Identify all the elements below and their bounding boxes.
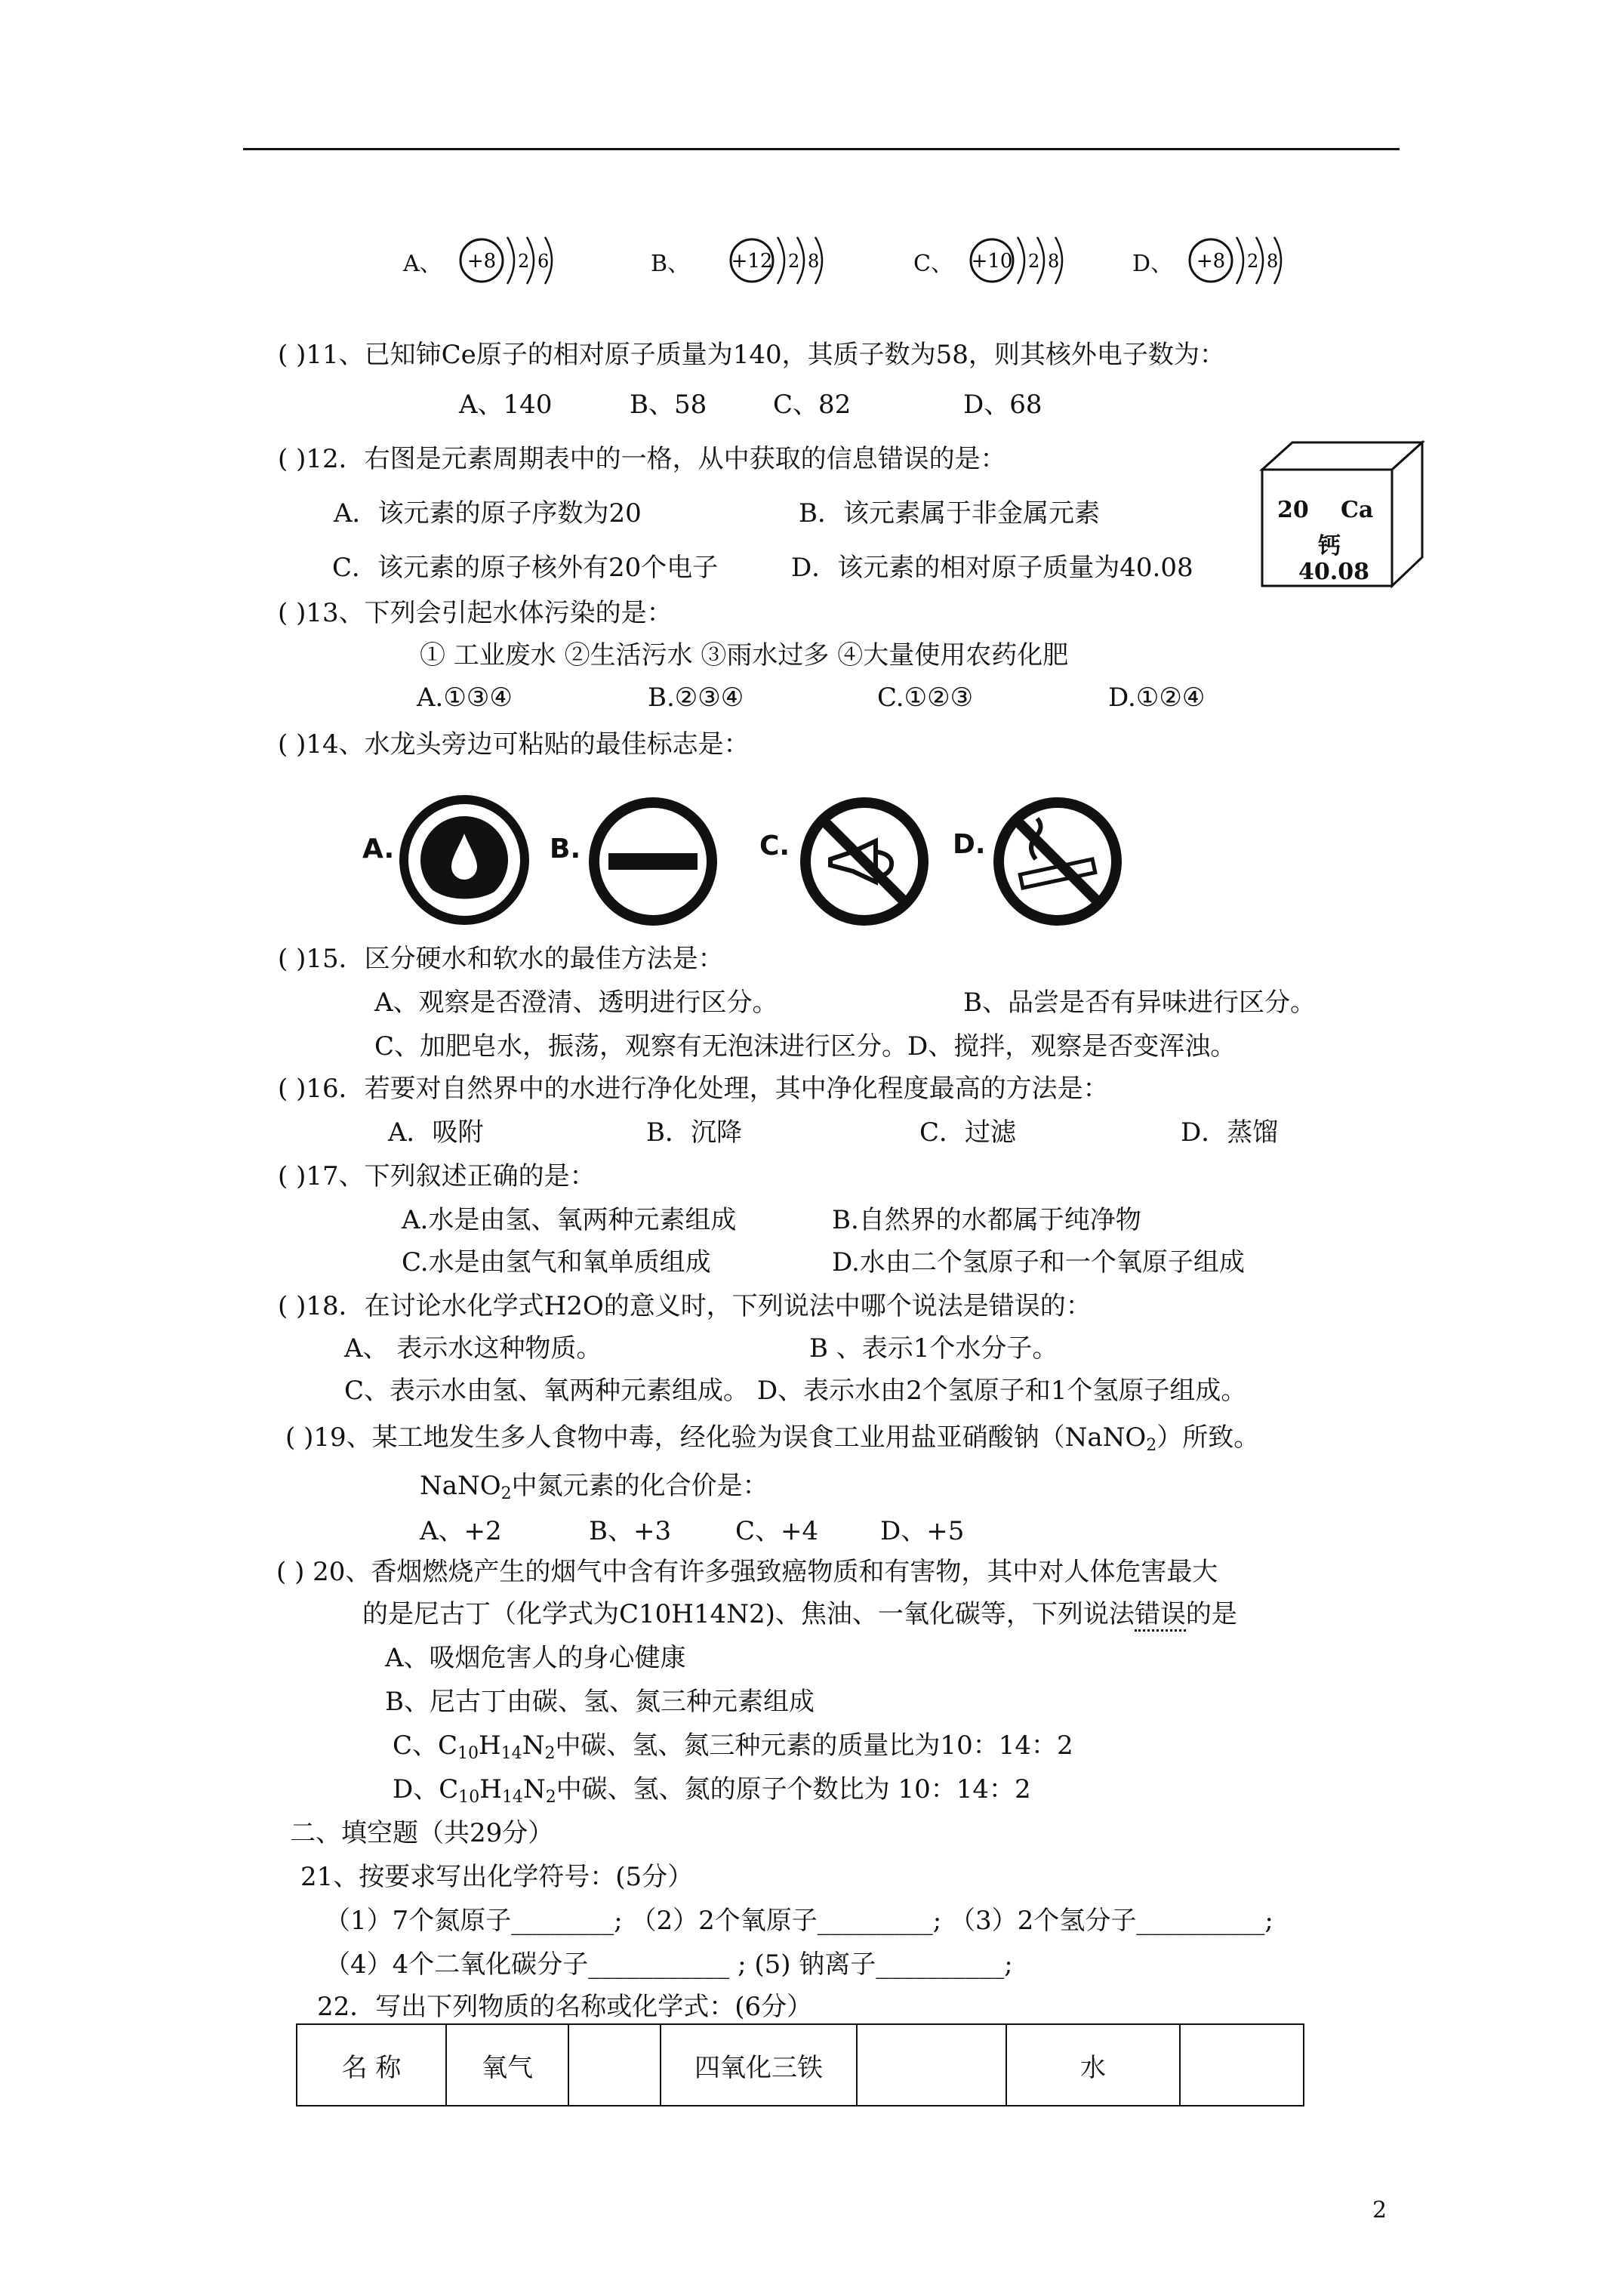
atom-option-label: C、 bbox=[913, 251, 953, 277]
q12-option-b: B．该元素属于非金属元素 bbox=[799, 498, 1100, 529]
q21-stem: 21、按要求写出化学符号：(5分） bbox=[300, 1862, 694, 1892]
shell-electron-count: 2 bbox=[1247, 251, 1259, 272]
q19-subquestion: NaNO$_2$中氮元素的化合价是： bbox=[420, 1471, 768, 1503]
q22-table bbox=[296, 2023, 1304, 2106]
atom-diagram-icon bbox=[1185, 227, 1298, 294]
q12-option-d: D．该元素的相对原子质量为40.08 bbox=[791, 553, 1193, 583]
page-number: 2 bbox=[1372, 2197, 1387, 2224]
q13-option-d: D.①②④ bbox=[1108, 683, 1206, 713]
q13-stem: ( )13、下列会引起水体污染的是： bbox=[278, 598, 673, 628]
q20-option-c: C、$C_{10}H_{14}N_2$中碳、氢、氮三种元素的质量比为10：14：2 bbox=[393, 1730, 1073, 1763]
q11-option-a: A、140 bbox=[459, 390, 553, 420]
sign-c-label: C. bbox=[759, 831, 790, 861]
sign-d-label: D. bbox=[953, 829, 986, 860]
shell-electron-count: 2 bbox=[518, 251, 530, 272]
q16-stem: ( )16．若要对自然界中的水进行净化处理，其中净化程度最高的方法是： bbox=[278, 1074, 1109, 1104]
atom-diagram-icon bbox=[966, 227, 1079, 294]
sign-b-label: B. bbox=[550, 834, 581, 864]
table-cell: 四氧化三铁 bbox=[661, 2024, 857, 2106]
q13-option-c: C.①②③ bbox=[877, 683, 974, 713]
q16-option-b: B．沉降 bbox=[646, 1117, 742, 1148]
q15-option-a: A、观察是否澄清、透明进行区分。 bbox=[374, 988, 778, 1018]
q16-option-d: D．蒸馏 bbox=[1181, 1117, 1279, 1148]
q19-option-a: A、+2 bbox=[420, 1516, 502, 1546]
cell-element-name: 钙 bbox=[1318, 533, 1341, 559]
q17-option-b: B.自然界的水都属于纯净物 bbox=[832, 1205, 1141, 1235]
nucleus-charge: +12 bbox=[731, 250, 773, 273]
q12-option-a: A．该元素的原子序数为20 bbox=[334, 498, 642, 529]
q12-option-c: C．该元素的原子核外有20个电子 bbox=[332, 553, 719, 583]
shell-electron-count: 8 bbox=[1267, 251, 1279, 272]
q16-option-c: C．过滤 bbox=[919, 1117, 1017, 1148]
q19-option-b: B、+3 bbox=[589, 1516, 672, 1546]
table-cell[interactable] bbox=[857, 2024, 1006, 2106]
q21-line2: （4）4个二氧化碳分子___________ ; (5) 钠离子__________; bbox=[325, 1949, 1013, 1980]
cell-symbol: Ca bbox=[1341, 497, 1374, 523]
q11-option-d: D、68 bbox=[963, 390, 1042, 420]
table-cell[interactable] bbox=[568, 2024, 661, 2106]
table-cell: 氧气 bbox=[446, 2024, 568, 2106]
atom-diagram-icon bbox=[456, 227, 569, 294]
q17-option-c: C.水是由氢气和氧单质组成 bbox=[402, 1247, 711, 1277]
q17-option-a: A.水是由氢、氧两种元素组成 bbox=[402, 1205, 737, 1235]
atom-diagram-icon bbox=[726, 227, 839, 294]
q18-stem: ( )18．在讨论水化学式H2O的意义时，下列说法中哪个说法是错误的： bbox=[278, 1291, 1092, 1321]
q17-option-d: D.水由二个氢原子和一个氧原子组成 bbox=[832, 1247, 1245, 1277]
q18-option-b: B 、表示1个水分子。 bbox=[809, 1333, 1058, 1364]
q14-stem: ( )14、水龙头旁边可粘贴的最佳标志是： bbox=[278, 729, 750, 760]
shell-electron-count: 8 bbox=[808, 251, 820, 272]
q15-option-b: B、品尝是否有异味进行区分。 bbox=[963, 988, 1316, 1018]
q11-option-b: B、58 bbox=[630, 390, 707, 420]
q19-option-c: C、+4 bbox=[735, 1516, 819, 1546]
q16-option-a: A．吸附 bbox=[388, 1117, 484, 1148]
table-header-cell: 名 称 bbox=[297, 2024, 446, 2106]
q13-items: ① 工业废水 ②生活污水 ③雨水过多 ④大量使用农药化肥 bbox=[420, 640, 1069, 670]
table-row bbox=[297, 2024, 1304, 2106]
cell-atomic-mass: 40.08 bbox=[1298, 559, 1369, 585]
cell-atomic-number: 20 bbox=[1277, 497, 1309, 523]
header-rule bbox=[243, 148, 1400, 150]
no-horn-sign-icon bbox=[797, 794, 932, 929]
q19-option-d: D、+5 bbox=[880, 1516, 965, 1546]
atom-option-label: D、 bbox=[1132, 251, 1174, 277]
no-smoking-sign-icon bbox=[990, 794, 1125, 929]
electron-shell-arc bbox=[1236, 237, 1243, 284]
nucleus-charge: +8 bbox=[1196, 250, 1226, 273]
shell-electron-count: 2 bbox=[788, 251, 800, 272]
section-2-heading: 二、填空题（共29分） bbox=[290, 1818, 554, 1848]
atom-option-label: A、 bbox=[403, 251, 442, 277]
q19-stem: ( )19、某工地发生多人食物中毒，经化验为误食工业用盐亚硝酸钠（NaNO$_2$）所致。 bbox=[285, 1422, 1260, 1455]
nucleus-charge: +8 bbox=[467, 250, 497, 273]
q18-option-a: A、 表示水这种物质。 bbox=[344, 1333, 602, 1364]
q12-stem: ( )12．右图是元素周期表中的一格，从中获取的信息错误的是： bbox=[278, 444, 1006, 474]
q20-option-a: A、吸烟危害人的身心健康 bbox=[385, 1643, 686, 1673]
q20-stem-line2: 的是尼古丁（化学式为C10H14N2)、焦油、一氧化碳等，下列说法错误的是 bbox=[362, 1599, 1237, 1629]
q13-option-a: A.①③④ bbox=[417, 683, 513, 713]
q20-option-d: D、$C_{10}H_{14}N_2$中碳、氢、氮的原子个数比为 10：14：2 bbox=[393, 1774, 1031, 1807]
q20-stem: ( ) 20、香烟燃烧产生的烟气中含有许多强致癌物质和有害物，其中对人体危害最大 bbox=[276, 1557, 1218, 1587]
shell-electron-count: 2 bbox=[1028, 251, 1040, 272]
nucleus-charge: +10 bbox=[971, 250, 1013, 273]
atom-option-label: B、 bbox=[651, 251, 691, 277]
shell-electron-count: 8 bbox=[1048, 251, 1060, 272]
q18-option-cd: C、表示水由氢、氧两种元素组成。 D、表示水由2个氢原子和1个氢原子组成。 bbox=[344, 1376, 1247, 1406]
sign-a-label: A. bbox=[362, 834, 395, 864]
electron-shell-arc bbox=[507, 237, 514, 284]
water-saving-sign-icon bbox=[399, 794, 530, 926]
q11-option-c: C、82 bbox=[773, 390, 852, 420]
q11-stem: ( )11、已知铈Ce原子的相对原子质量为140，其质子数为58，则其核外电子数为： bbox=[278, 340, 1225, 370]
shell-electron-count: 6 bbox=[537, 251, 550, 272]
no-entry-sign-icon bbox=[586, 794, 720, 929]
q15-option-cd: C、加肥皂水，振荡，观察有无泡沫进行区分。D、搅拌，观察是否变浑浊。 bbox=[374, 1031, 1236, 1062]
q15-stem: ( )15．区分硬水和软水的最佳方法是： bbox=[278, 944, 724, 974]
q13-option-b: B.②③④ bbox=[648, 683, 744, 713]
electron-shell-arc bbox=[1018, 237, 1024, 284]
q22-stem: 22．写出下列物质的名称或化学式：(6分） bbox=[317, 1992, 813, 2022]
table-cell[interactable] bbox=[1180, 2024, 1304, 2106]
q17-stem: ( )17、下列叙述正确的是： bbox=[278, 1161, 596, 1191]
q20-option-b: B、尼古丁由碳、氢、氮三种元素组成 bbox=[385, 1687, 815, 1717]
electron-shell-arc bbox=[778, 237, 784, 284]
table-cell: 水 bbox=[1006, 2024, 1180, 2106]
q21-line1: （1）7个氮原子________; （2）2个氧原子_________; （3）2个氢分子__________; bbox=[325, 1906, 1273, 1936]
